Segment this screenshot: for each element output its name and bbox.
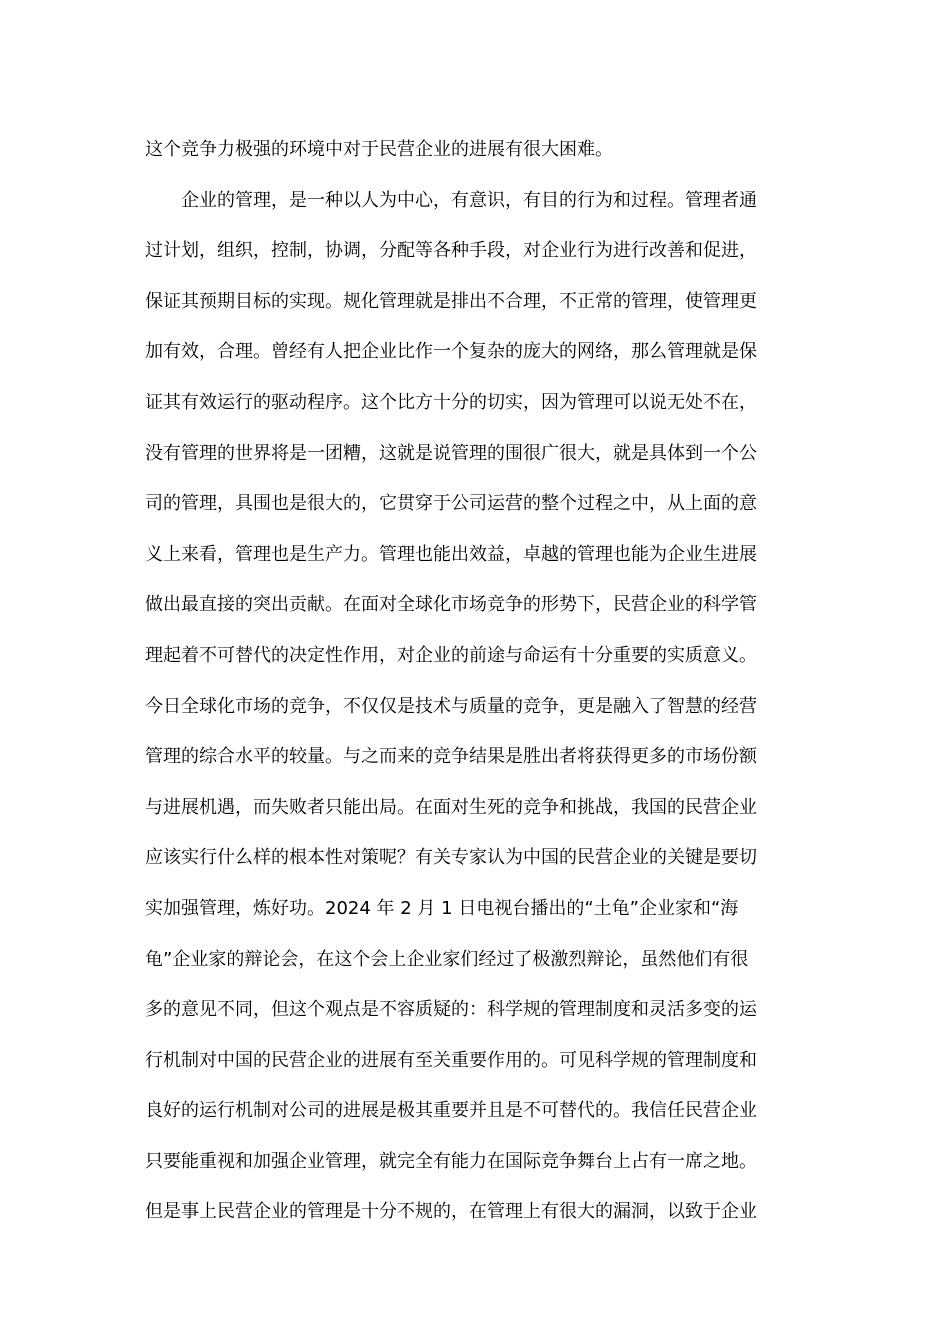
text-line: 做出最直接的突出贡献。在面对全球化市场竞争的形势下，民营企业的科学管	[145, 594, 757, 616]
text-line: 管理的综合水平的较量。与之而来的竞争结果是胜出者将获得更多的市场份额	[145, 746, 757, 768]
text-line: 保证其预期目标的实现。规化管理就是排出不合理，不正常的管理，使管理更	[145, 290, 757, 312]
text-line: 行机制对中国的民营企业的进展有至关重要作用的。可见科学规的管理制度和	[145, 1049, 757, 1071]
text-line: 但是事上民营企业的管理是十分不规的，在管理上有很大的漏洞，以致于企业	[145, 1201, 757, 1223]
text-line: 理起着不可替代的决定性作用，对企业的前途与命运有十分重要的实质意义。	[145, 644, 757, 666]
text-line: 司的管理，具围也是很大的，它贯穿于公司运营的整个过程之中，从上面的意	[145, 493, 757, 515]
text-line: 加有效，合理。曾经有人把企业比作一个复杂的庞大的网络，那么管理就是保	[145, 341, 757, 363]
text-line: 今日全球化市场的竞争，不仅仅是技术与质量的竞争，更是融入了智慧的经营	[145, 695, 757, 717]
text-line: 只要能重视和加强企业管理，就完全有能力在国际竞争舞台上占有一席之地。	[145, 1150, 757, 1172]
paragraph-first-line: 企业的管理，是一种以人为中心，有意识，有目的行为和过程。管理者通	[181, 189, 757, 211]
text-line: 证其有效运行的驱动程序。这个比方十分的切实，因为管理可以说无处不在，	[145, 391, 757, 413]
text-line: 良好的运行机制对公司的进展是极其重要并且是不可替代的。我信任民营企业	[145, 1100, 757, 1122]
body-text	[145, 133, 810, 1246]
text-line: 应该实行什么样的根本性对策呢？有关专家认为中国的民营企业的关键是要切	[145, 847, 757, 869]
text-line: 多的意见不同，但这个观点是不容质疑的：科学规的管理制度和灵活多变的运	[145, 999, 757, 1021]
text-line: 过计划，组织，控制，协调，分配等各种手段，对企业行为进行改善和促进，	[145, 240, 757, 262]
text-line: 龟”企业家的辩论会，在这个会上企业家们经过了极激烈辩论，虽然他们有很	[145, 948, 749, 970]
text-line: 没有管理的世界将是一团糟，这就是说管理的围很广很大，就是具体到一个公	[145, 442, 757, 464]
text-line: 实加强管理，炼好功。2024 年 2 月 1 日电视台播出的“土龟”企业家和“海	[145, 897, 739, 919]
text-line: 这个竞争力极强的环境中对于民营企业的进展有很大困难。	[145, 139, 613, 160]
text-line: 义上来看，管理也是生产力。管理也能出效益，卓越的管理也能为企业生进展	[145, 543, 757, 565]
text-line: 与进展机遇，而失败者只能出局。在面对生死的竞争和挑战，我国的民营企业	[145, 796, 757, 818]
